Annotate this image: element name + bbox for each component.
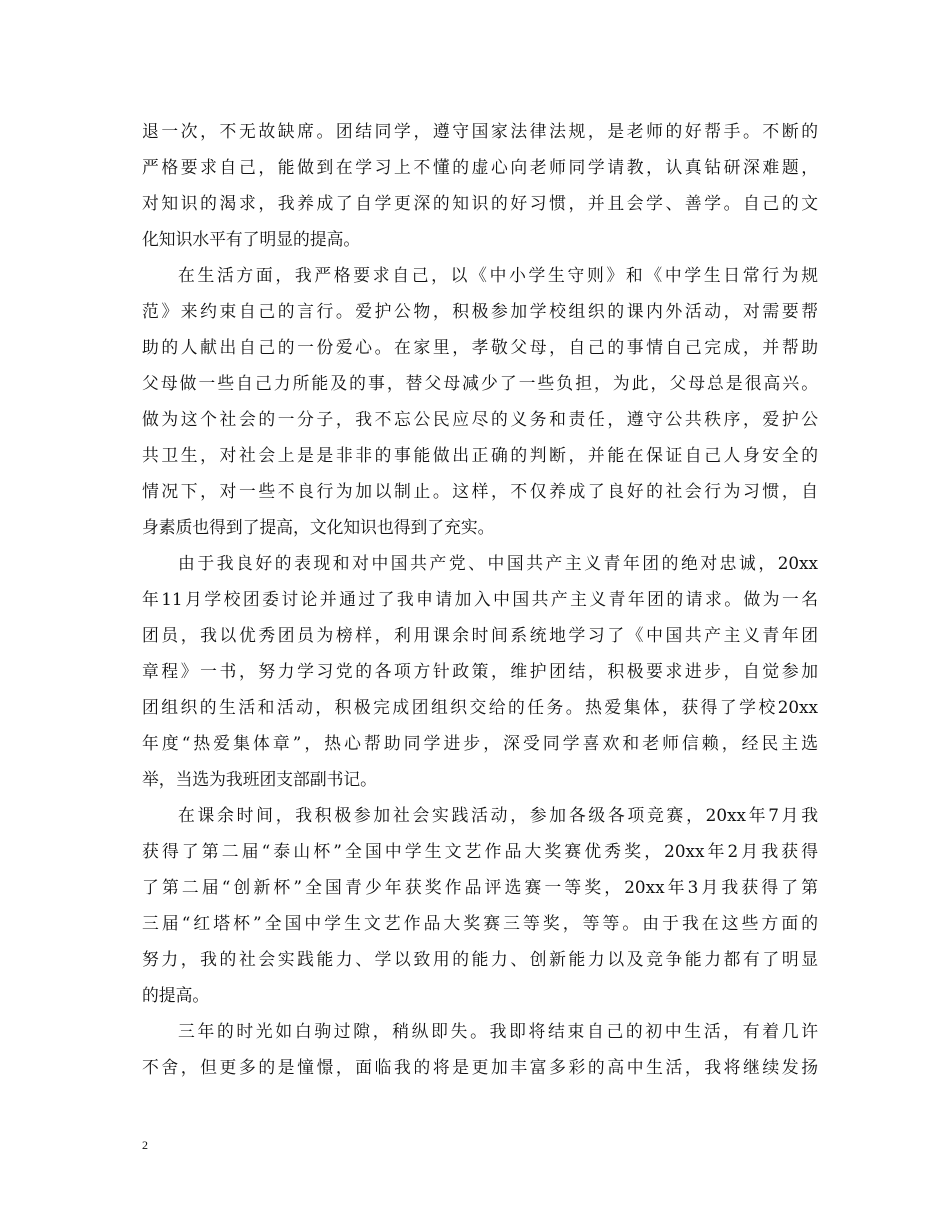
- text-line: 不舍，但更多的是憧憬，面临我的将是更加丰富多彩的高中生活，我将继续发扬: [142, 1057, 818, 1077]
- text-line: 情况下，对一些不良行为加以制止。这样，不仅养成了良好的社会行为习惯，自: [142, 481, 818, 501]
- text-line: 年度“热爱集体章”，热心帮助同学进步，深受同学喜欢和老师信赖，经民主选: [142, 733, 818, 753]
- text-line: 范》来约束自己的言行。爱护公物，积极参加学校组织的课内外活动，对需要帮: [142, 301, 818, 321]
- text-line: 获得了第二届“泰山杯”全国中学生文艺作品大奖赛优秀奖，20xx年2月我获得: [142, 841, 818, 861]
- text-line: 三届“红塔杯”全国中学生文艺作品大奖赛三等奖，等等。由于我在这些方面的: [142, 913, 818, 933]
- text-line: 退一次，不无故缺席。团结同学，遵守国家法律法规，是老师的好帮手。不断的: [142, 121, 818, 141]
- paragraph-first-line: 三年的时光如白驹过隙，稍纵即失。我即将结束自己的初中生活，有着几许: [178, 1021, 818, 1041]
- text-line: 共卫生，对社会上是是非非的事能做出正确的判断，并能在保证自己人身安全的: [142, 445, 818, 465]
- text-line: 了第二届“创新杯”全国青少年获奖作品评选赛一等奖，20xx年3月我获得了第: [142, 877, 818, 897]
- text-line: 父母做一些自己力所能及的事，替父母减少了一些负担，为此，父母总是很高兴。: [142, 373, 818, 393]
- text-line: 年11月学校团委讨论并通过了我申请加入中国共产主义青年团的请求。做为一名: [142, 589, 818, 609]
- text-line: 助的人献出自己的一份爱心。在家里，孝敬父母，自己的事情自己完成，并帮助: [142, 337, 818, 357]
- paragraph-first-line: 在生活方面，我严格要求自己，以《中小学生守则》和《中学生日常行为规: [178, 265, 818, 285]
- text-line: 团组织的生活和活动，积极完成团组织交给的任务。热爱集体，获得了学校20xx: [142, 697, 818, 717]
- text-line: 努力，我的社会实践能力、学以致用的能力、创新能力以及竞争能力都有了明显: [142, 949, 818, 969]
- text-line: 严格要求自己，能做到在学习上不懂的虚心向老师同学请教，认真钻研深难题，: [142, 157, 818, 177]
- text-line: 化知识水平有了明显的提高。: [142, 229, 361, 249]
- page-number: 2: [142, 1138, 148, 1152]
- paragraph-first-line: 在课余时间，我积极参加社会实践活动，参加各级各项竞赛，20xx年7月我: [178, 805, 818, 825]
- document-body: [142, 113, 818, 1085]
- text-line: 对知识的渴求，我养成了自学更深的知识的好习惯，并且会学、善学。自己的文: [142, 193, 818, 213]
- text-line: 举，当选为我班团支部副书记。: [142, 769, 377, 789]
- text-line: 章程》一书，努力学习党的各项方针政策，维护团结，积极要求进步，自觉参加: [142, 661, 818, 681]
- text-line: 的提高。: [142, 985, 210, 1005]
- paragraph-first-line: 由于我良好的表现和对中国共产党、中国共产主义青年团的绝对忠诚，20xx: [178, 553, 818, 573]
- text-line: 做为这个社会的一分子，我不忘公民应尽的义务和责任，遵守公共秩序，爱护公: [142, 409, 818, 429]
- text-line: 团员，我以优秀团员为榜样，利用课余时间系统地学习了《中国共产主义青年团: [142, 625, 818, 645]
- text-line: 身素质也得到了提高，文化知识也得到了充实。: [142, 517, 495, 537]
